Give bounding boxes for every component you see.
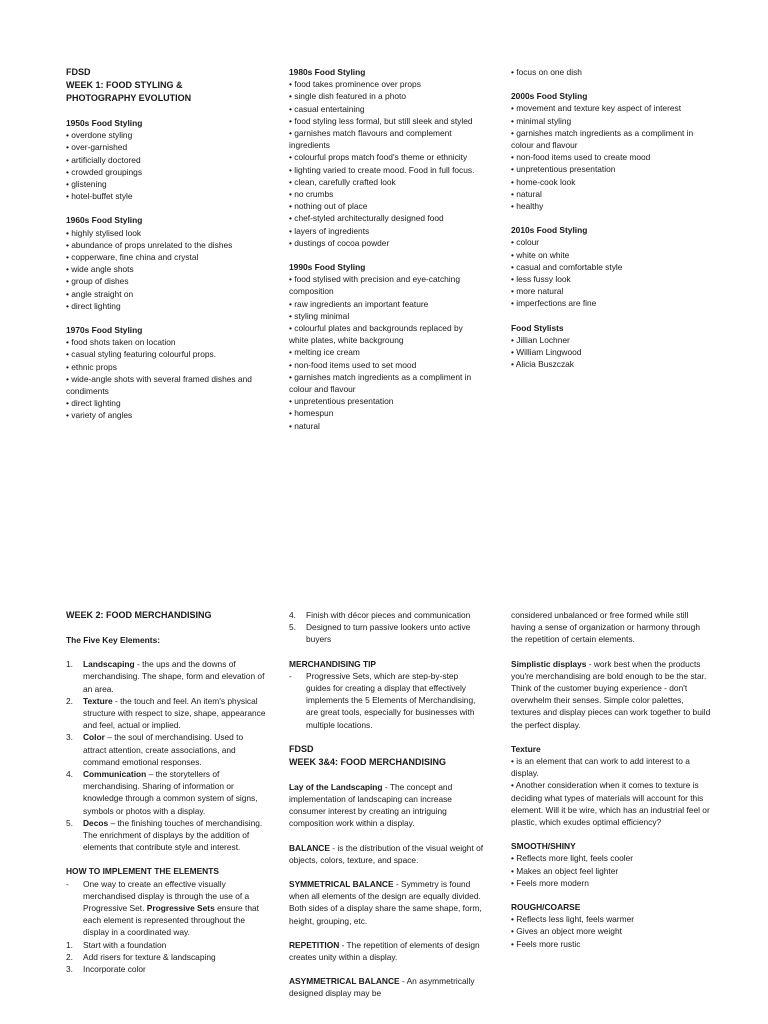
list-item: • direct lighting xyxy=(66,300,121,311)
paragraph-simplistic-displays: Simplistic displays - work best when the products you're merchandising are bold enough to be the star. Think of the customer buying experience - don't overwhelm their senses. Simple color palettes, textures and display pieces can work together to build the perfect display. xyxy=(511,658,711,730)
list-item: • Alicia Buszczak xyxy=(511,359,574,370)
list-item: 2. Add risers for texture & landscaping xyxy=(66,951,216,962)
week2-column-middle xyxy=(289,609,484,1000)
list-item: • hotel-buffet style xyxy=(66,191,133,202)
paragraph-landscaping: Lay of the Landscaping - The concept and implementation of landscaping can increase consumer interest by creating an intriguing composition work within a display. xyxy=(289,781,453,829)
list-item: • Makes an object feel lighter xyxy=(511,865,619,876)
list-item: • lighting varied to create mood. Food in full focus. xyxy=(289,164,475,175)
steps-list xyxy=(66,939,266,976)
week1-title-line1: WEEK 1: FOOD STYLING & xyxy=(66,80,183,90)
paragraph-asymmetrical-balance: ASYMMETRICAL BALANCE - An asymmetrically designed display may be xyxy=(289,976,475,999)
list-item: • casual and comfortable style xyxy=(511,261,623,272)
rough-coarse-heading: ROUGH/COARSE xyxy=(511,902,581,913)
list-item: • wide angle shots xyxy=(66,264,134,275)
list-item: • Feels more rustic xyxy=(511,938,581,949)
list-item: • garnishes match flavours and complement ingredients xyxy=(289,128,452,151)
list-item: • garnishes match ingredients as a compliment in colour and flavour xyxy=(289,371,472,395)
section-heading-1950s: 1950s Food Styling xyxy=(66,118,143,128)
paragraph-repetition: REPETITION - The repetition of elements of design creates unity within a display. xyxy=(289,939,480,963)
list-item: • angle straight on xyxy=(66,288,134,299)
section-heading-1980s: 1980s Food Styling xyxy=(289,67,366,77)
list-item: • Gives an object more weight xyxy=(511,926,622,937)
list-item: • casual entertaining xyxy=(289,103,365,114)
list-item: • food takes prominence over props xyxy=(289,79,421,90)
list-item: - Progressive Sets, which are step-by-step guides for creating a display that effectively implements the 5 Elements of Merchandising, are great tools, especially for businesses with multiple locations. xyxy=(289,670,476,730)
five-elements-list xyxy=(66,658,266,853)
week34-title: WEEK 3&4: FOOD MERCHANDISING xyxy=(289,756,447,767)
list-item: • direct lighting xyxy=(66,398,121,409)
week2-column-left xyxy=(66,609,266,975)
list-item: • unpretentious presentation xyxy=(289,396,394,407)
section-heading-2000s: 2000s Food Styling xyxy=(511,91,588,102)
list-item: • Reflects more light, feels cooler xyxy=(511,853,634,864)
list-item: • colourful plates and backgrounds replaced by white plates, white backgroung xyxy=(289,323,463,346)
list-item: • non-food items used to set mood xyxy=(289,359,417,370)
list-item: • ethnic props xyxy=(66,361,117,372)
list-item: • overdone styling xyxy=(66,130,133,141)
week2-title: WEEK 2: FOOD MERCHANDISING xyxy=(66,610,212,620)
list-item: • movement and texture key aspect of interest xyxy=(511,103,682,114)
list-item: • imperfections are fine xyxy=(511,298,597,309)
list-item: 1. Landscaping - the ups and the downs of merchandising. The shape, form and elevation of an area. xyxy=(66,659,265,694)
list-item: • artificially doctored xyxy=(66,154,141,165)
merchandising-tip-list xyxy=(289,670,484,731)
list-item: • glistening xyxy=(66,179,107,190)
doc-code: FDSD xyxy=(289,743,314,754)
list-item: • colour xyxy=(511,237,540,248)
list-item: • variety of angles xyxy=(66,410,133,421)
list-item: • copperware, fine china and crystal xyxy=(66,252,199,263)
smooth-shiny-heading: SMOOTH/SHINY xyxy=(511,841,576,852)
list-item: • less fussy look xyxy=(511,274,571,285)
list-item: • dustings of cocoa powder xyxy=(289,237,390,248)
list-item: • food styling less formal, but still sleek and styled xyxy=(289,115,473,126)
list-item: 2. Texture - the touch and feel. An item's physical structure with respect to size, shape, appearance and feel, actual or implied. xyxy=(66,695,266,731)
list-item: • home-cook look xyxy=(511,176,576,187)
list-item: • crowded groupings xyxy=(66,166,143,177)
list-item: • layers of ingredients xyxy=(289,225,370,236)
merchandising-tip-heading: MERCHANDISING TIP xyxy=(289,658,377,669)
list-item: • food shots taken on location xyxy=(66,337,176,348)
list-item: 5. Designed to turn passive lookers unto active buyers xyxy=(289,622,471,645)
list-item: • is an element that can work to add interest to a display. xyxy=(511,756,690,779)
week1-title-line2: PHOTOGRAPHY EVOLUTION xyxy=(66,93,192,103)
list-item: 3. Incorporate color xyxy=(66,964,146,975)
list-item: • garnishes match ingredients as a compliment in colour and flavour xyxy=(511,127,694,151)
list-item: • clean, carefully crafted look xyxy=(289,176,396,187)
list-item: • highly stylised look xyxy=(66,227,142,238)
list-item: 5. Decos – the finishing touches of merchandising. The enrichment of displays by the addition of elements that contribute style and interest. xyxy=(66,817,263,853)
list-item: 1. Start with a foundation xyxy=(66,939,167,950)
list-item: • non-food items used to create mood xyxy=(511,152,651,163)
list-item: • natural xyxy=(511,188,542,199)
paragraph-asymmetrical-continued: considered unbalanced or free formed while still having a sense of organization or harmony through the repetition of certain elements. xyxy=(511,610,701,645)
section-heading-1990s: 1990s Food Styling xyxy=(289,262,366,273)
list-item: • white on white xyxy=(511,249,570,260)
section-heading-2010s: 2010s Food Styling xyxy=(511,225,588,236)
list-item: 4. Finish with décor pieces and communication xyxy=(289,610,471,620)
week1-column-left xyxy=(66,66,271,422)
list-item: • Reflects less light, feels warmer xyxy=(511,914,635,925)
list-item: 4. Communication – the storytellers of merchandising. Sharing of information or knowledge through a common system of signs, symbols or photos with a display. xyxy=(66,769,258,816)
week1-column-middle xyxy=(289,66,481,432)
how-to-implement-heading: HOW TO IMPLEMENT THE ELEMENTS xyxy=(66,866,219,877)
paragraph-symmetrical-balance: SYMMETRICAL BALANCE - Symmetry is found when all elements of the design are equally divided. Both sides of a display share the same shape, form, height, grouping, etc. xyxy=(289,879,482,926)
section-heading-1960s: 1960s Food Styling xyxy=(66,215,143,226)
list-item: • homespun xyxy=(289,408,334,419)
list-item: • no crumbs xyxy=(289,189,334,200)
list-item: • more natural xyxy=(511,286,564,297)
five-key-elements-heading: The Five Key Elements: xyxy=(66,635,161,645)
list-item: • nothing out of place xyxy=(289,201,368,212)
list-item: • over-garnished xyxy=(66,142,128,153)
list-item: • focus on one dish xyxy=(511,67,582,77)
doc-code: FDSD xyxy=(66,67,91,77)
list-item: • Another consideration when it comes to texture is deciding what types of materials will account for this element. Will it be wire, which has an industrial feel or plastic, which exudes optimal efficiency? xyxy=(511,780,710,828)
list-item: • styling minimal xyxy=(289,310,350,321)
steps-list-continued xyxy=(289,609,484,646)
paragraph-balance: BALANCE - is the distribution of the visual weight of objects, colors, texture, and space. xyxy=(289,842,484,865)
texture-heading: Texture xyxy=(511,743,541,754)
list-item: • group of dishes xyxy=(66,276,129,287)
week1-column-right xyxy=(511,66,711,370)
list-item: • chef-styled architecturally designed food xyxy=(289,213,444,224)
week34-column-right xyxy=(511,609,711,950)
list-item: • casual styling featuring colourful props. xyxy=(66,349,217,360)
list-item: • minimal styling xyxy=(511,115,572,126)
how-to-list xyxy=(66,878,266,939)
list-item: • Jillian Lochner xyxy=(511,334,570,345)
list-item: 3. Color – the soul of merchandising. Used to attract attention, create associations, and command emotional responses. xyxy=(66,732,244,767)
list-item: • food stylised with precision and eye-catching composition xyxy=(289,274,460,297)
list-item: • raw ingredients an important feature xyxy=(289,298,429,309)
section-heading-food-stylists: Food Stylists xyxy=(511,322,564,333)
list-item: • William Lingwood xyxy=(511,347,582,358)
list-item: • abundance of props unrelated to the dishes xyxy=(66,239,233,250)
list-item: • Feels more modern xyxy=(511,877,589,888)
list-item: • unpretentious presentation xyxy=(511,164,616,175)
list-item: • wide-angle shots with several framed dishes and condiments xyxy=(66,373,252,397)
list-item: • healthy xyxy=(511,201,544,212)
list-item: • natural xyxy=(289,420,320,431)
list-item: • melting ice cream xyxy=(289,347,360,358)
list-item: • colourful props match food's theme or ethnicity xyxy=(289,152,468,163)
section-heading-1970s: 1970s Food Styling xyxy=(66,325,143,336)
list-item: • single dish featured in a photo xyxy=(289,91,407,102)
list-item: - One way to create an effective visually merchandised display is through the use of a Progressive Set. Progressive Sets ensure that each element is represented throughout the display in a coordinated way. xyxy=(66,878,259,938)
